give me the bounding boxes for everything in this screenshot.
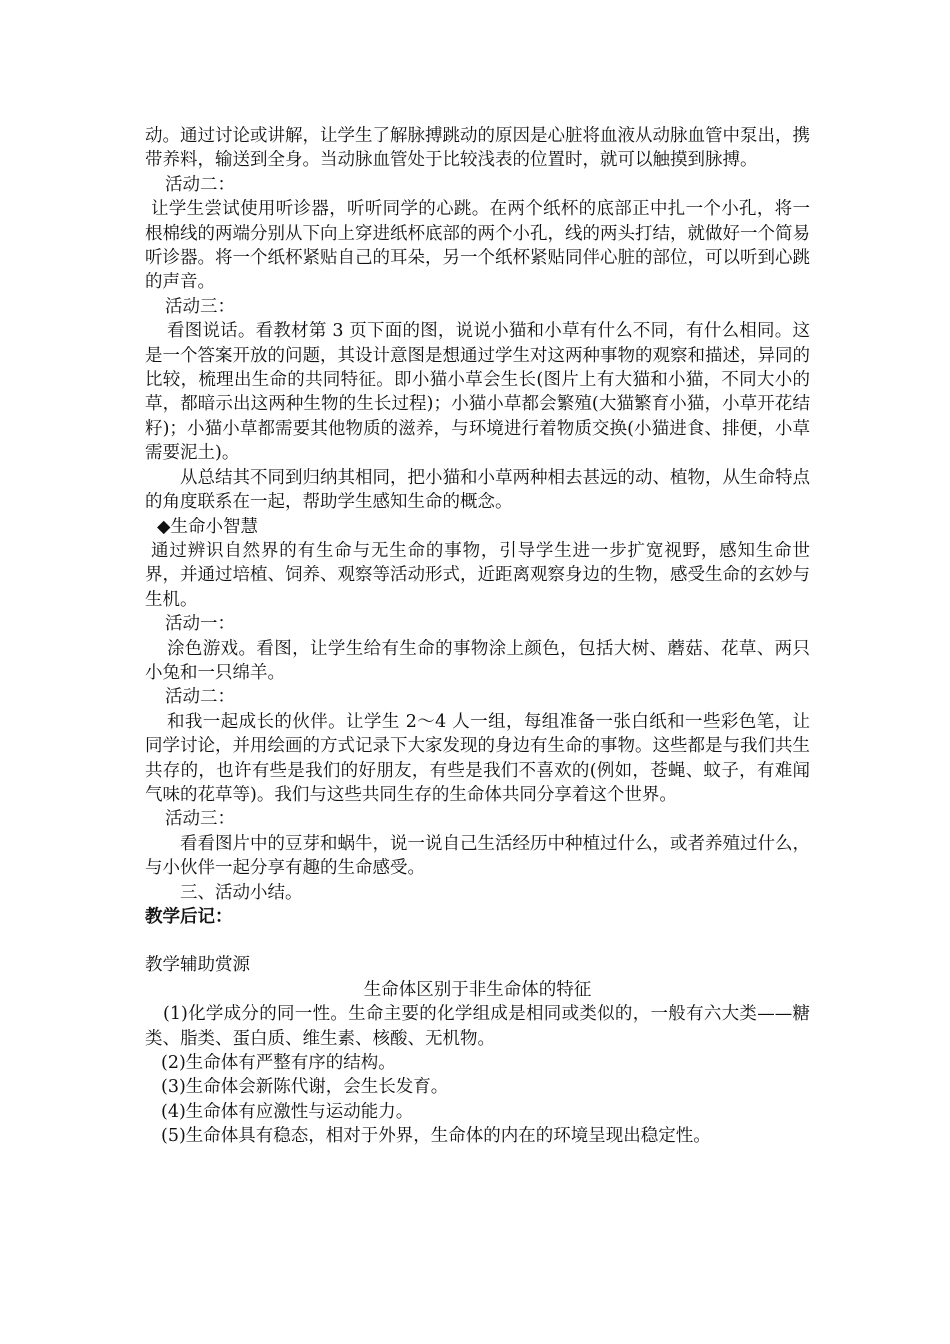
resources-heading: 教学辅助赏源 bbox=[145, 955, 250, 976]
paragraph-growing-partners: 和我一起成长的伙伴。让学生 2～4 人一组，每组准备一张白纸和一些彩色笔，让同学讨论，并用绘画的方式记录下大家发现的身边有生命的事物。这些都是与我们共生共存的，也许有些是我们的好朋友，有些是我们不喜欢的(例如，苍蝇、蚊子，有难闻气味的花草等)。我们与这些共同生存的生命体共同分享着这个世界。 bbox=[145, 711, 810, 805]
paragraph-bean-sprouts: 看看图片中的豆芽和蜗牛，说一说自己生活经历中种植过什么，或者养殖过什么，与小伙伴一起分享有趣的生命感受。 bbox=[145, 833, 810, 879]
paragraph-picture-talk: 看图说话。看教材第 3 页下面的图，说说小猫和小草有什么不同，有什么相同。这是一个答案开放的问题，其设计意图是想通过学生对这两种事物的观察和描述，异同的比较，梳理出生命的共同特征。即小猫小草会生长(图片上有大猫和小猫，不同大小的草，都暗示出这两种生物的生长过程)；小猫小草都会繁殖(大猫繁育小猫，小草开花结籽)；小猫小草都需要其他物质的滋养，与环境进行着物质交换(小猫进食、排便，小草需要泥土)。 bbox=[145, 321, 810, 464]
paragraph-coloring-game: 涂色游戏。看图，让学生给有生命的事物涂上颜色，包括大树、蘑菇、花草、两只小兔和一只绵羊。 bbox=[145, 638, 810, 683]
teaching-postscript: 教学后记： bbox=[145, 907, 233, 927]
list-item-5: (5)生命体具有稳态，相对于外界，生命体的内在的环境呈现出稳定性。 bbox=[161, 1126, 711, 1147]
resource-title: 生命体区别于非生命体的特征 bbox=[363, 979, 592, 1000]
spacer bbox=[145, 929, 810, 953]
list-item-1: (1)化学成分的同一性。生命主要的化学组成是相同或类似的，一般有六大类——糖类、脂类、蛋白质、维生素、核酸、无机物。 bbox=[145, 1004, 810, 1049]
activity-two-b-label: 活动二： bbox=[165, 687, 235, 708]
activity-summary: 三、活动小结。 bbox=[180, 882, 303, 903]
list-item-2: (2)生命体有严整有序的结构。 bbox=[161, 1053, 396, 1074]
paragraph-stethoscope: 让学生尝试使用听诊器，听听同学的心跳。在两个纸杯的底部正中扎一个小孔，将一根棉线的两端分别从下向上穿进纸杯底部的两个小孔，线的两头打结，就做好一个简易听诊器。将一个纸杯紧贴自己的耳朵，另一个纸杯紧贴同伴心脏的部位，可以听到心跳的声音。 bbox=[145, 199, 810, 293]
list-item-4: (4)生命体有应激性与运动能力。 bbox=[161, 1101, 414, 1122]
activity-three-label: 活动三： bbox=[165, 296, 235, 317]
paragraph-life-wisdom: 通过辨识自然界的有生命与无生命的事物，引导学生进一步扩宽视野，感知生命世界，并通过培植、饲养、观察等活动形式，近距离观察身边的生物，感受生命的玄妙与生机。 bbox=[145, 540, 810, 610]
activity-three-b-label: 活动三： bbox=[165, 809, 235, 830]
activity-one-label: 活动一： bbox=[165, 614, 235, 635]
section-title: 生命小智慧 bbox=[170, 516, 258, 537]
document-page bbox=[145, 124, 810, 1149]
paragraph-summary-concept: 从总结其不同到归纳其相同，把小猫和小草两种相去甚远的动、植物，从生命特点的角度联系在一起，帮助学生感知生命的概念。 bbox=[145, 467, 810, 513]
activity-two-label: 活动二： bbox=[165, 174, 235, 195]
list-item-3: (3)生命体会新陈代谢，会生长发育。 bbox=[161, 1077, 449, 1098]
section-heading-life-wisdom bbox=[145, 515, 810, 539]
paragraph-pulse: 动。通过讨论或讲解，让学生了解脉搏跳动的原因是心脏将血液从动脉血管中泵出，携带养料，输送到全身。当动脉血管处于比较浅表的位置时，就可以触摸到脉搏。 bbox=[145, 126, 810, 171]
diamond-bullet-icon: ◆ bbox=[157, 516, 171, 537]
